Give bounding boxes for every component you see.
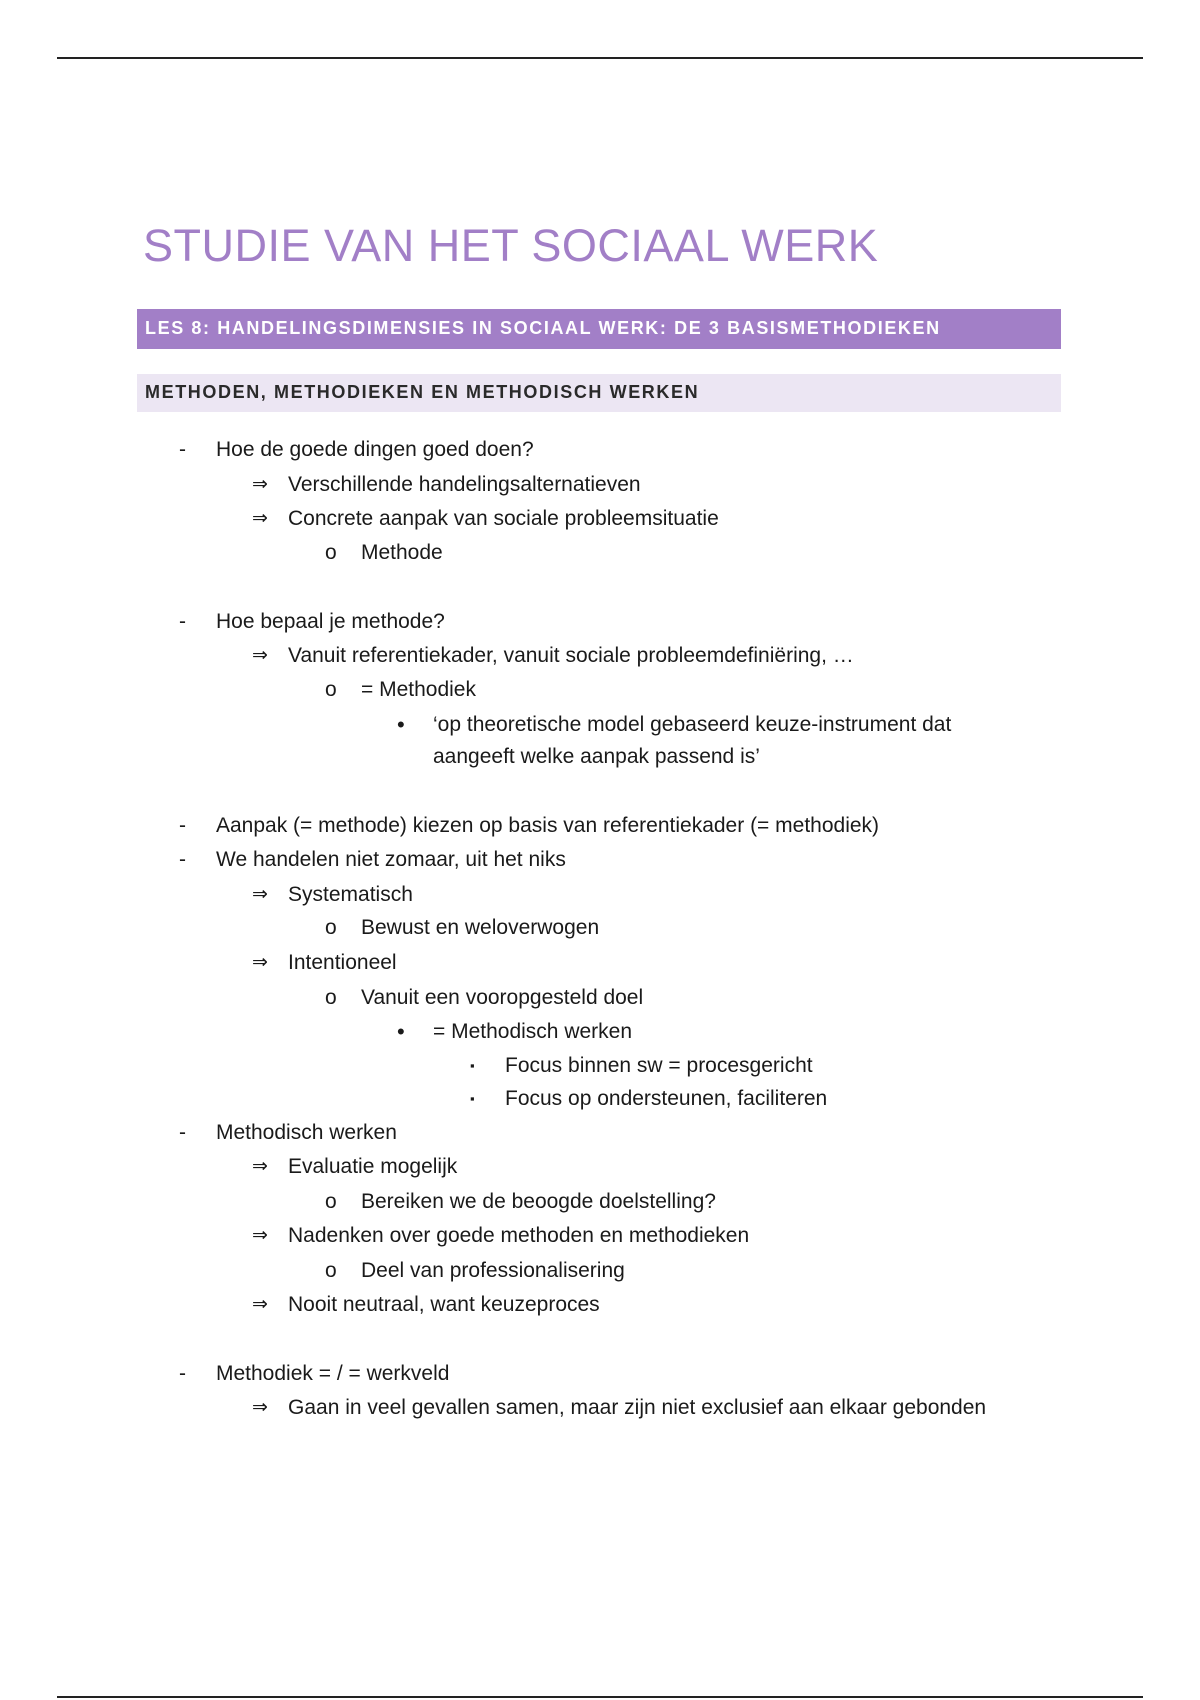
list-item: Focus binnen sw = procesgericht [505, 1054, 813, 1077]
list-item: Hoe bepaal je methode? [216, 610, 445, 633]
dash-bullet: - [179, 814, 186, 837]
list-item: Gaan in veel gevallen samen, maar zijn niet exclusief aan elkaar gebonden [288, 1396, 987, 1419]
footer-rule [57, 1696, 1143, 1698]
list-item: Aanpak (= methode) kiezen op basis van referentiekader (= methodiek) [216, 814, 880, 837]
list-item: Bereiken we de beoogde doelstelling? [361, 1190, 716, 1213]
list-item: = Methodiek [361, 678, 476, 701]
list-item: Concrete aanpak van sociale probleemsituatie [288, 507, 719, 530]
square-bullet-icon: ▪ [470, 1058, 475, 1073]
list-item: Bewust en weloverwogen [361, 916, 600, 939]
header-rule [57, 57, 1143, 59]
list-item: Hoe de goede dingen goed doen? [216, 438, 534, 461]
list-item: Vanuit een vooropgesteld doel [361, 986, 644, 1009]
arrow-bullet-icon: ⇒ [252, 884, 268, 905]
dot-bullet-icon: • [397, 1019, 405, 1044]
dash-bullet: - [179, 438, 186, 461]
list-item: Focus op ondersteunen, faciliteren [505, 1087, 828, 1110]
document-title: STUDIE VAN HET SOCIAAL WERK [143, 220, 879, 271]
list-item: Verschillende handelingsalternatieven [288, 473, 641, 496]
list-item: Systematisch [288, 883, 413, 906]
list-item: Deel van professionalisering [361, 1259, 625, 1282]
list-item: Intentioneel [288, 951, 397, 974]
square-bullet-icon: ▪ [470, 1091, 475, 1106]
list-item: ‘op theoretische model gebaseerd keuze-instrument dat [433, 713, 952, 736]
circle-bullet: o [325, 986, 337, 1009]
dash-bullet: - [179, 610, 186, 633]
list-item: Evaluatie mogelijk [288, 1155, 458, 1178]
circle-bullet: o [325, 1190, 337, 1213]
dash-bullet: - [179, 1362, 186, 1385]
list-item: Methode [361, 541, 443, 564]
heading-les-8: LES 8: HANDELINGSDIMENSIES IN SOCIAAL WERK: DE 3 BASISMETHODIEKEN [137, 309, 1061, 349]
circle-bullet: o [325, 541, 337, 564]
circle-bullet: o [325, 1259, 337, 1282]
arrow-bullet-icon: ⇒ [252, 1397, 268, 1418]
dash-bullet: - [179, 1121, 186, 1144]
list-item: = Methodisch werken [433, 1020, 633, 1043]
arrow-bullet-icon: ⇒ [252, 1294, 268, 1315]
dash-bullet: - [179, 848, 186, 871]
circle-bullet: o [325, 678, 337, 701]
list-item: Methodiek = / = werkveld [216, 1362, 450, 1385]
heading-methoden: METHODEN, METHODIEKEN EN METHODISCH WERKEN [137, 374, 1061, 412]
dot-bullet-icon: • [397, 712, 405, 737]
list-item: Nadenken over goede methoden en methodieken [288, 1224, 750, 1247]
arrow-bullet-icon: ⇒ [252, 474, 268, 495]
arrow-bullet-icon: ⇒ [252, 952, 268, 973]
list-item: Vanuit referentiekader, vanuit sociale probleemdefiniëring, … [288, 644, 854, 667]
list-item: We handelen niet zomaar, uit het niks [216, 848, 566, 871]
arrow-bullet-icon: ⇒ [252, 645, 268, 666]
list-item: Methodisch werken [216, 1121, 397, 1144]
list-item-continuation: aangeeft welke aanpak passend is’ [433, 745, 760, 768]
arrow-bullet-icon: ⇒ [252, 1156, 268, 1177]
arrow-bullet-icon: ⇒ [252, 1225, 268, 1246]
circle-bullet: o [325, 916, 337, 939]
list-item: Nooit neutraal, want keuzeproces [288, 1293, 600, 1316]
arrow-bullet-icon: ⇒ [252, 508, 268, 529]
